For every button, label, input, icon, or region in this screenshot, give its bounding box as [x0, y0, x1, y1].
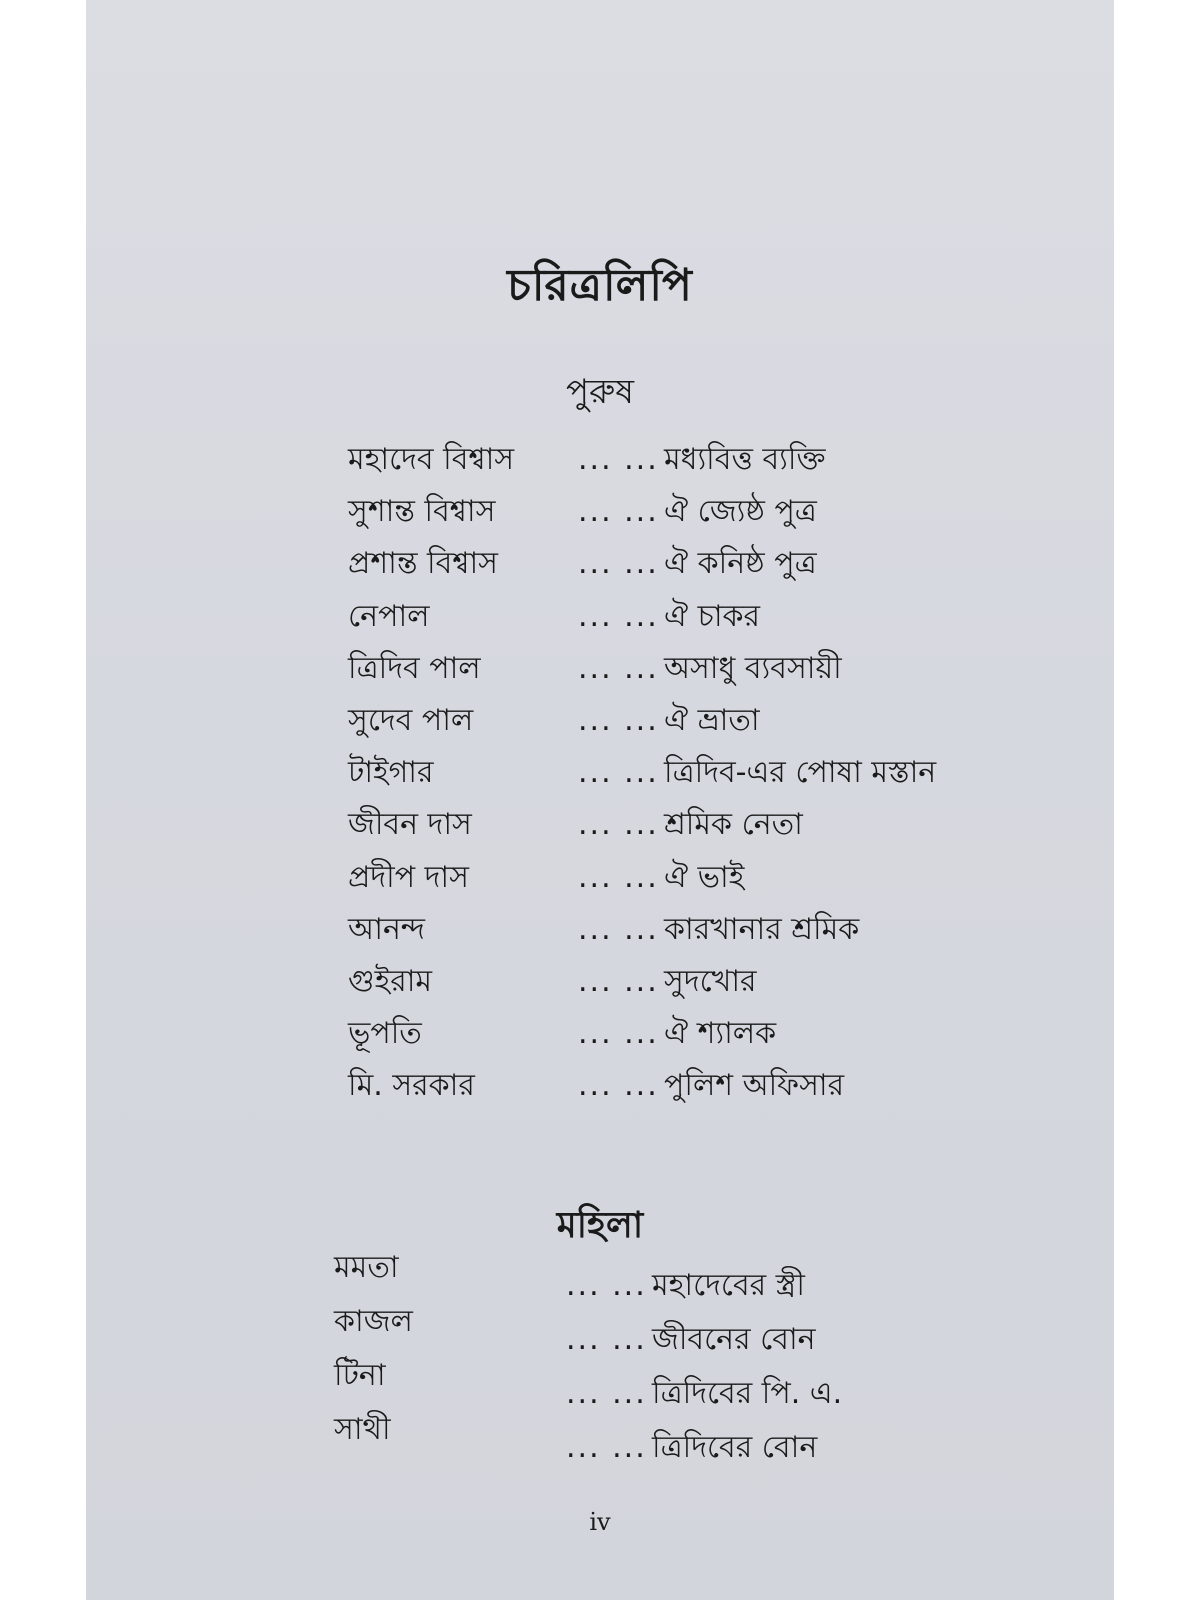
character-role: ঐ ভ্রাতা — [664, 703, 760, 738]
character-name: মি. সরকার — [348, 1068, 475, 1104]
leader-dots: ... ... — [566, 1268, 647, 1303]
character-row — [86, 801, 1114, 849]
character-role: ঐ জ্যেষ্ঠ পুত্র — [664, 494, 817, 530]
character-row — [86, 906, 1114, 954]
character-name: সুদেব পাল — [348, 703, 474, 738]
leader-dots: ... ... — [578, 442, 659, 477]
character-name: ভূপতি — [348, 1016, 422, 1052]
character-role: অসাধু ব্যবসায়ী — [664, 650, 842, 686]
character-role: ঐ ভাই — [664, 859, 745, 895]
leader-dots: ... ... — [578, 546, 659, 582]
character-name: টাইগার — [348, 755, 434, 791]
leader-dots: ... ... — [566, 1322, 647, 1357]
character-role: জীবনের বোন — [652, 1322, 816, 1357]
character-row — [86, 697, 1114, 745]
character-role: ত্রিদিবের বোন — [652, 1430, 818, 1465]
character-row — [86, 1406, 1114, 1465]
character-name: কাজল — [334, 1304, 413, 1339]
section-heading-women: মহিলা — [556, 1205, 644, 1246]
leader-dots: ... ... — [578, 650, 659, 686]
leader-dots: ... ... — [578, 703, 659, 738]
character-role: ঐ চাকর — [664, 598, 761, 634]
character-row — [86, 593, 1114, 641]
character-row — [86, 958, 1114, 1006]
character-name: ত্রিদিব পাল — [348, 650, 481, 686]
character-row — [86, 1244, 1114, 1303]
page-number: iv — [589, 1508, 611, 1536]
leader-dots: ... ... — [578, 494, 659, 530]
leader-dots: ... ... — [578, 755, 659, 791]
character-role: ত্রিদিব-এর পোষা মস্তান — [664, 755, 937, 791]
leader-dots: ... ... — [566, 1376, 647, 1411]
character-name: প্রশান্ত বিশ্বাস — [348, 546, 498, 582]
page-title: চরিত্রলিপি — [507, 260, 693, 311]
character-role: সুদখোর — [664, 964, 757, 999]
character-name: প্রদীপ দাস — [348, 859, 469, 895]
character-role: ঐ শ্যালক — [664, 1016, 777, 1052]
character-name: মমতা — [334, 1250, 399, 1285]
character-name: সুশান্ত বিশ্বাস — [348, 494, 496, 530]
character-row — [86, 1298, 1114, 1357]
character-name: সাথী — [334, 1412, 391, 1447]
leader-dots: ... ... — [578, 859, 659, 895]
character-role: পুলিশ অফিসার — [664, 1068, 845, 1104]
character-name: নেপাল — [348, 598, 430, 634]
leader-dots: ... ... — [578, 911, 659, 947]
character-row — [86, 749, 1114, 797]
leader-dots: ... ... — [578, 598, 659, 634]
character-row — [86, 1352, 1114, 1411]
section-heading-men: পুরুষ — [566, 372, 634, 412]
leader-dots: ... ... — [578, 807, 659, 843]
leader-dots: ... ... — [578, 1016, 659, 1052]
character-row — [86, 854, 1114, 902]
character-role: শ্রমিক নেতা — [664, 807, 803, 843]
character-name: আনন্দ — [348, 911, 425, 947]
character-role: ত্রিদিবের পি. এ. — [652, 1376, 843, 1411]
character-role: কারখানার শ্রমিক — [664, 911, 860, 947]
character-row — [86, 1062, 1114, 1110]
character-name: মহাদেব বিশ্বাস — [348, 442, 515, 477]
leader-dots: ... ... — [578, 1068, 659, 1104]
leader-dots: ... ... — [578, 964, 659, 999]
character-name: জীবন দাস — [348, 807, 472, 843]
character-role: মধ্যবিত্ত ব্যক্তি — [664, 442, 826, 477]
character-role: ঐ কনিষ্ঠ পুত্র — [664, 546, 817, 582]
character-role: মহাদেবের স্ত্রী — [652, 1268, 805, 1303]
character-row — [86, 540, 1114, 588]
character-row — [86, 1010, 1114, 1058]
character-row — [86, 488, 1114, 536]
character-row — [86, 645, 1114, 693]
character-name: টিনা — [334, 1358, 386, 1393]
character-row — [86, 436, 1114, 484]
character-name: গুইরাম — [348, 964, 433, 999]
book-page — [86, 0, 1114, 1600]
leader-dots: ... ... — [566, 1430, 647, 1465]
